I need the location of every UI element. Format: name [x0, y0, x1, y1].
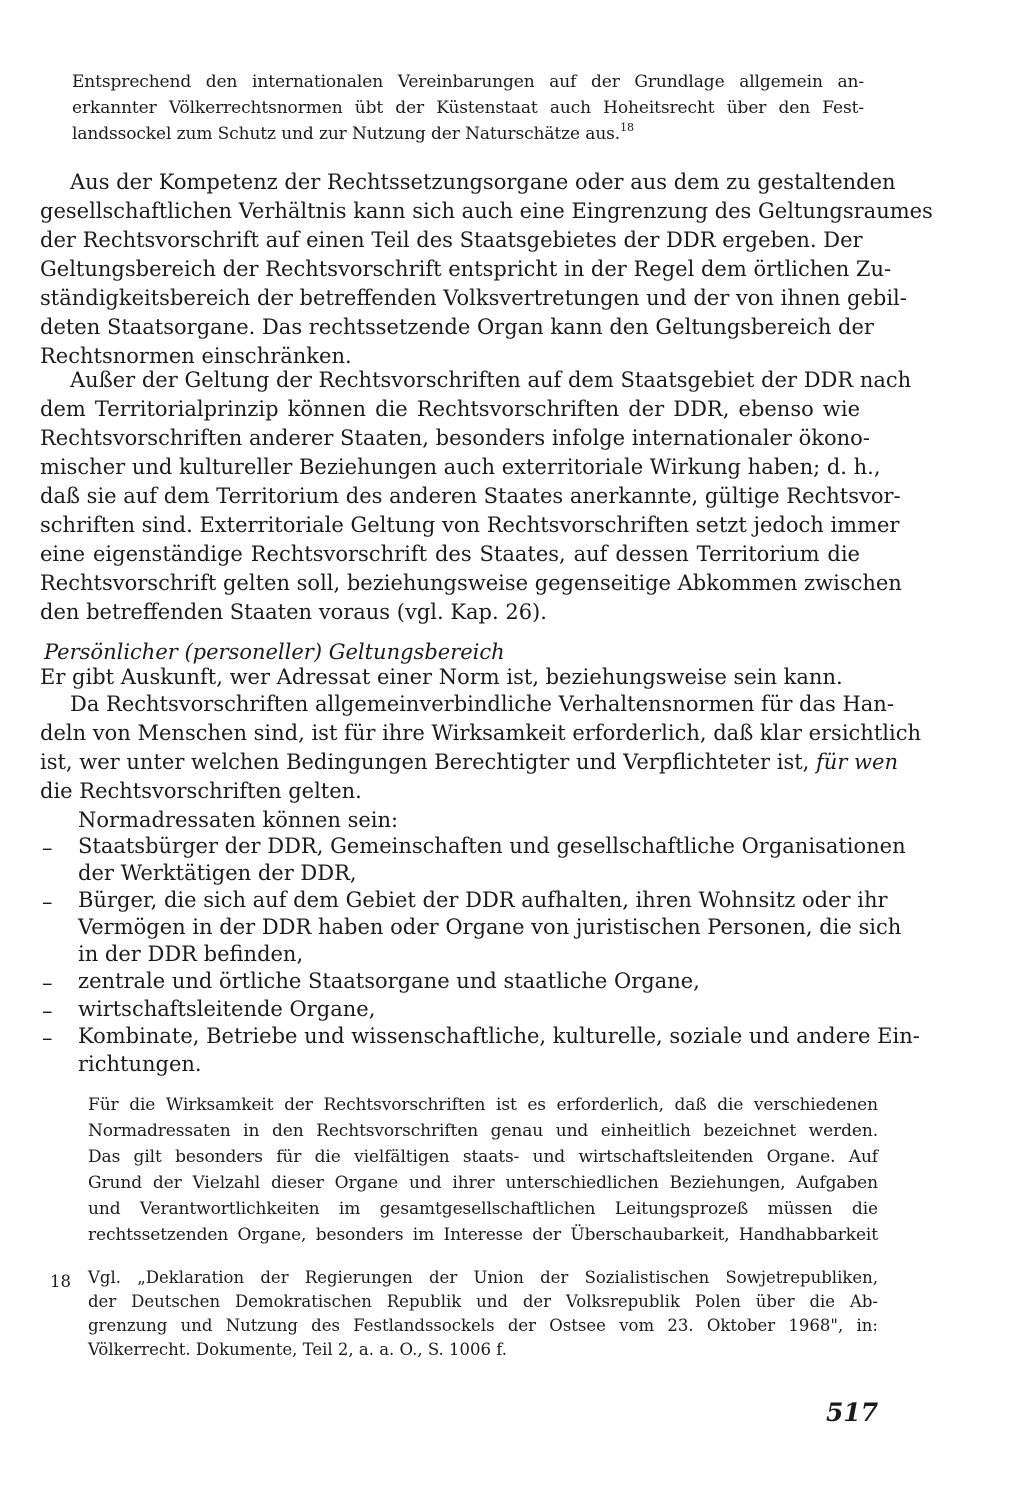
small-print-line: und Verantwortlichkeiten im gesamtgesellschaftlichen Leitungsprozeß müssen die — [88, 1199, 878, 1219]
small-print-line: Normadressaten in den Rechtsvorschriften genau und einheitlich bezeichnet werden. — [88, 1121, 878, 1141]
list-item-line: Vermögen in der DDR haben oder Organe von juristischen Personen, die sich — [78, 915, 902, 939]
paragraph-line: Aus der Kompetenz der Rechtssetzungsorgane oder aus dem zu gestaltenden — [70, 170, 896, 194]
list-intro: Normadressaten können sein: — [78, 808, 399, 832]
paragraph-line: Rechtsvorschriften anderer Staaten, besonders infolge internationaler ökono- — [40, 426, 870, 450]
paragraph-line: deln von Menschen sind, ist für ihre Wirksamkeit erforderlich, daß klar ersichtlich — [40, 721, 921, 745]
footnote-number: 18 — [50, 1272, 71, 1291]
footnote-ref: 18 — [620, 121, 634, 134]
paragraph-line: schriften sind. Exterritoriale Geltung von Rechtsvorschriften setzt jedoch immer — [40, 513, 900, 537]
paragraph-line: ständigkeitsbereich der betreffenden Volksvertretungen und der von ihnen gebil- — [40, 286, 907, 310]
small-print-line: rechtssetzenden Organe, besonders im Interesse der Überschaubarkeit, Handhabbarkeit — [88, 1225, 878, 1245]
list-item-line: zentrale und örtliche Staatsorgane und staatliche Organe, — [78, 969, 700, 993]
intro-line: erkannter Völkerrechtsnormen übt der Küstenstaat auch Hoheitsrecht über den Fest- — [72, 98, 864, 118]
list-bullet-dash: – — [42, 890, 53, 914]
section-intro: Er gibt Auskunft, wer Adressat einer Norm ist, beziehungsweise sein kann. — [40, 665, 843, 689]
paragraph-line: Da Rechtsvorschriften allgemeinverbindliche Verhaltensnormen für das Han- — [70, 692, 894, 716]
intro-line: Entsprechend den internationalen Vereinbarungen auf der Grundlage allgemein an- — [72, 72, 864, 92]
paragraph-line: Rechtsnormen einschränken. — [40, 344, 352, 368]
paragraph-line-text: ist, wer unter welchen Bedingungen Berechtigter und Verpflichteter ist, — [40, 750, 810, 774]
list-bullet-dash: – — [42, 1026, 53, 1050]
paragraph-line: gesellschaftlichen Verhältnis kann sich auch eine Eingrenzung des Geltungsraumes — [40, 199, 933, 223]
list-item-line: in der DDR befinden, — [78, 942, 304, 966]
footnote-line: Völkerrecht. Dokumente, Teil 2, a. a. O., S. 1006 f. — [88, 1340, 508, 1359]
list-bullet-dash: – — [42, 999, 53, 1023]
paragraph-line: dem Territorialprinzip können die Rechtsvorschriften der DDR, ebenso wie — [40, 397, 860, 421]
paragraph-line: den betreffenden Staaten voraus (vgl. Kap. 26). — [40, 600, 547, 624]
list-item-line: Kombinate, Betriebe und wissenschaftliche, kulturelle, soziale und andere Ein- — [78, 1024, 920, 1048]
list-item-line: der Werktätigen der DDR, — [78, 861, 357, 885]
small-print-line: Grund der Vielzahl dieser Organe und ihrer unterschiedlichen Beziehungen, Aufgaben — [88, 1173, 878, 1193]
emphasis-text: für wen — [816, 750, 898, 774]
small-print-line: Für die Wirksamkeit der Rechtsvorschriften ist es erforderlich, daß die verschiedenen — [88, 1095, 878, 1115]
paragraph-line: Geltungsbereich der Rechtsvorschrift entspricht in der Regel dem örtlichen Zu- — [40, 257, 892, 281]
section-heading: Persönlicher (personeller) Geltungsbereich — [44, 640, 505, 664]
list-bullet-dash: – — [42, 971, 53, 995]
intro-line — [72, 121, 864, 144]
paragraph-line: Rechtsvorschrift gelten soll, beziehungsweise gegenseitige Abkommen zwischen — [40, 571, 902, 595]
footnote-line: grenzung und Nutzung des Festlandssockels der Ostsee vom 23. Oktober 1968", in: — [88, 1316, 878, 1335]
paragraph-line: mischer und kultureller Beziehungen auch exterritoriale Wirkung haben; d. h., — [40, 455, 881, 479]
footnote-line: der Deutschen Demokratischen Republik und der Volksrepublik Polen über die Ab- — [88, 1292, 878, 1311]
page-number: 517 — [826, 1398, 879, 1427]
list-item-line: richtungen. — [78, 1052, 202, 1076]
intro-line-text: landssockel zum Schutz und zur Nutzung der Naturschätze aus. — [72, 124, 621, 144]
paragraph-line: eine eigenständige Rechtsvorschrift des Staates, auf dessen Territorium die — [40, 542, 860, 566]
footnote-line: Vgl. „Deklaration der Regierungen der Union der Sozialistischen Sowjetrepubliken, — [88, 1268, 878, 1287]
list-item-line: Bürger, die sich auf dem Gebiet der DDR aufhalten, ihren Wohnsitz oder ihr — [78, 888, 888, 912]
paragraph-line: daß sie auf dem Territorium des anderen Staates anerkannte, gültige Rechtsvor- — [40, 484, 901, 508]
list-bullet-dash: – — [42, 836, 53, 860]
paragraph-line: die Rechtsvorschriften gelten. — [40, 779, 362, 803]
paragraph-line — [40, 750, 898, 774]
small-print-line: Das gilt besonders für die vielfältigen staats- und wirtschaftsleitenden Organe. Auf — [88, 1147, 878, 1167]
paragraph-line: Außer der Geltung der Rechtsvorschriften auf dem Staatsgebiet der DDR nach — [70, 368, 912, 392]
list-item-line: wirtschaftsleitende Organe, — [78, 997, 376, 1021]
list-item-line: Staatsbürger der DDR, Gemeinschaften und gesellschaftliche Organisationen — [78, 834, 906, 858]
paragraph-line: deten Staatsorgane. Das rechtssetzende Organ kann den Geltungsbereich der — [40, 315, 874, 339]
paragraph-line: der Rechtsvorschrift auf einen Teil des Staatsgebietes der DDR ergeben. Der — [40, 228, 863, 252]
